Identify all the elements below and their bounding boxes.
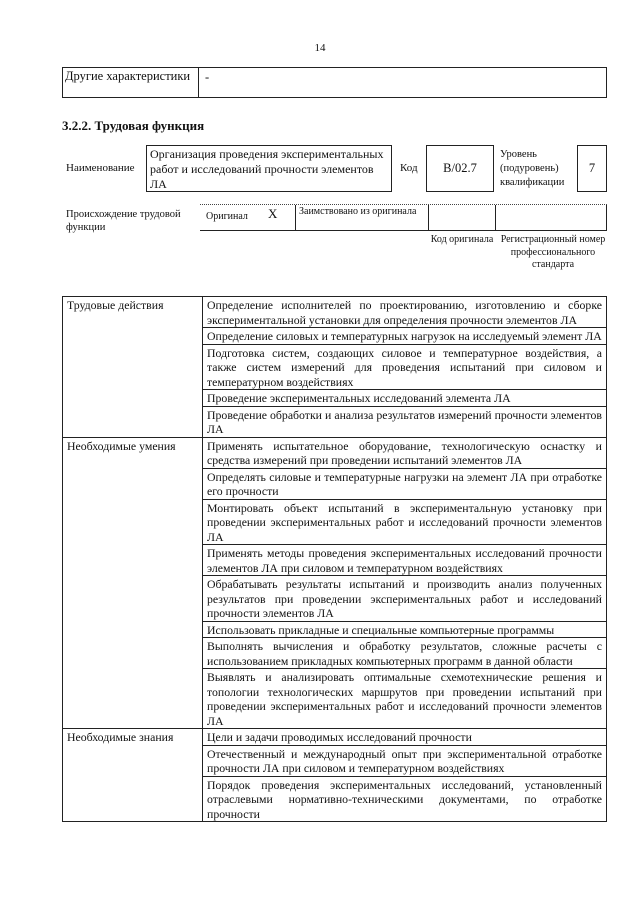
origin-code-cell — [429, 205, 496, 230]
table-row — [63, 729, 607, 746]
origin-label — [66, 208, 196, 234]
category-cell: Необходимые знания — [63, 729, 203, 822]
origin-label-text: Происхождение трудовой функции — [66, 209, 181, 233]
level-label — [500, 148, 576, 190]
description-cell: Определять силовые и температурные нагрузки на элемент ЛА при отработке его прочности — [203, 468, 607, 499]
labor-function-table — [62, 296, 607, 822]
table-row — [63, 437, 607, 468]
caption-registration-number: Регистрационный номер профессионального стандарта — [500, 234, 606, 270]
category-cell: Трудовые действия — [63, 297, 203, 438]
description-cell: Порядок проведения экспериментальных исследований, установленный отраслевыми нормативно-техническими документами, по отработке прочности — [203, 776, 607, 822]
other-characteristics-label: Другие характеристики — [63, 68, 199, 97]
function-code: B/02.7 — [426, 145, 494, 192]
original-mark: X — [268, 206, 278, 221]
description-cell: Выполнять вычисления и обработку результатов, сложные расчеты с использованием прикладных компьютерных программ в данной области — [203, 638, 607, 669]
category-cell: Необходимые умения — [63, 437, 203, 729]
labor-function-table-body — [63, 297, 607, 822]
section-title: 3.2.2. Трудовая функция — [62, 118, 205, 133]
description-cell: Монтировать объект испытаний в экспериментальную установку при проведении экспериментальных работ и исследований прочности элементов ЛА — [203, 499, 607, 545]
code-label: Код — [400, 162, 418, 174]
description-cell: Определение силовых и температурных нагрузок на исследуемый элемент ЛА — [203, 328, 607, 345]
description-cell: Проведение экспериментальных исследований элемента ЛА — [203, 390, 607, 407]
description-cell: Цели и задачи проводимых исследований прочности — [203, 729, 607, 746]
table-row — [63, 297, 607, 328]
description-cell: Применять испытательное оборудование, технологическую оснастку и средства измерений при проведении испытаний элементов ЛА — [203, 437, 607, 468]
description-cell: Обрабатывать результаты испытаний и производить анализ полученных результатов при проведении экспериментальных работ и исследований прочности элементов ЛА — [203, 576, 607, 622]
qualification-level: 7 — [577, 145, 607, 192]
description-cell: Подготовка систем, создающих силовое и температурное воздействия, а также систем измерений для проведения испытаний при силовом и температурном воздействиях — [203, 344, 607, 390]
origin-table — [200, 204, 607, 231]
caption-original-code: Код оригинала — [430, 234, 494, 245]
function-name: Организация проведения экспериментальных работ и исследований прочности элементов ЛА — [146, 145, 392, 192]
description-cell: Выявлять и анализировать оптимальные схемотехнические решения и топологии технологических маршрутов при проведении испытаний при проведении экспериментальных работ и исследований прочности элементов ЛА — [203, 669, 607, 729]
page-number: 14 — [314, 42, 326, 54]
description-cell: Использовать прикладные и специальные компьютерные программы — [203, 621, 607, 638]
original-cell — [200, 205, 296, 230]
other-characteristics-table — [62, 67, 607, 98]
original-label: Оригинал — [206, 211, 248, 222]
other-characteristics-value: - — [205, 70, 210, 84]
description-cell: Проведение обработки и анализа результатов измерений прочности элементов ЛА — [203, 406, 607, 437]
origin-reg-cell — [496, 205, 607, 230]
name-label: Наименование — [66, 162, 135, 174]
description-cell: Определение исполнителей по проектированию, изготовлению и сборке экспериментальной установки для определения прочности элементов ЛА — [203, 297, 607, 328]
borrowed-cell: Заимствовано из оригинала — [296, 205, 429, 230]
description-cell: Применять методы проведения экспериментальных исследований прочности элементов ЛА при силовом и температурном воздействиях — [203, 545, 607, 576]
level-label-text: Уровень (подуровень) квалификации — [500, 149, 565, 188]
description-cell: Отечественный и международный опыт при экспериментальной отработке прочности ЛА при силовом и температурном воздействиях — [203, 745, 607, 776]
